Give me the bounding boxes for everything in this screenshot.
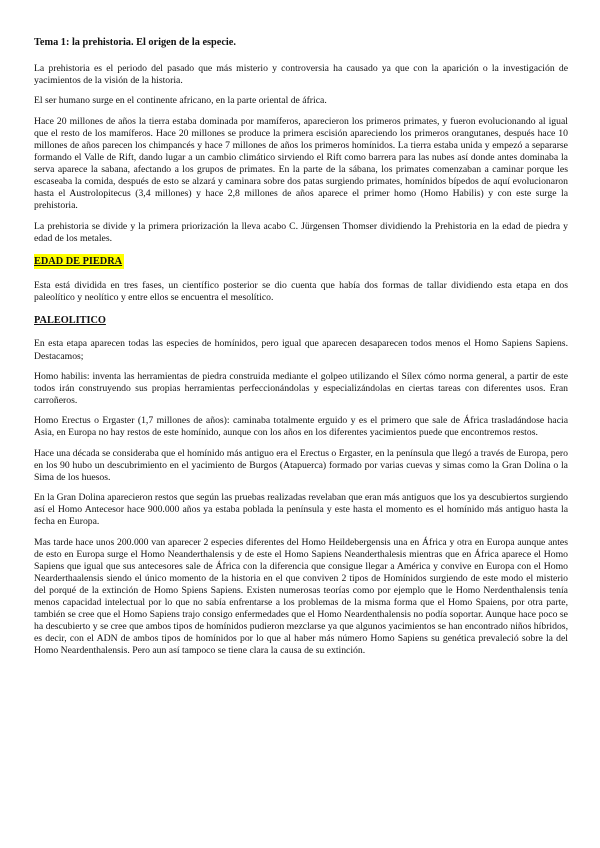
paleolitico-heading-block: [34, 312, 568, 335]
intro-paragraph-4: La prehistoria se divide y la primera priorización la lleva acabo C. Jürgensen Thomser dividiendo la Prehistoria en la edad de piedra y edad de los metales.: [34, 220, 568, 244]
paleolitico-paragraph-4: Hace una década se consideraba que el homínido más antiguo era el Erectus o Ergaster, en la península que llegó a través de Europa, pero en los 90 hubo un descubrimiento en el yacimiento de Burgos (Atapuerca) formado por varias cuevas y simas como la Gran Dolina o la Sima de los huesos.: [34, 447, 568, 483]
document-title: Tema 1: la prehistoria. El origen de la especie.: [34, 37, 236, 48]
intro-paragraph-2: El ser humano surge en el continente africano, en la parte oriental de áfrica.: [34, 95, 327, 107]
intro-paragraph-3: Hace 20 millones de años la tierra estaba dominada por mamíferos, aparecieron los primeros primates, y fueron evolucionando al igual que el resto de los mamíferos. Hace 20 millones se produce la primera escisión apareciendo los primeros orangutanes, después hace 10 millones de años parecen los chimpancés y hace 7 millones de años los primeros homínidos. La tierra estaba unida y empezó a separarse formando el Valle de Rift, dando lugar a un cambio climático sirviendo el Rift como barrera para las nubes así donde antes dominaba la serva aparece la sabana, afectando a los grupos de primates. En la parte de la sábana, los primates comenzaban a caminar porque les escaseaba la comida, después de esto se alzará y caminara sobre dos patas surgiendo primates, homínidos bípedos de aquí evolucionaron hasta el Austrolopitecus (3,4 millones) y hace 2,8 millones de años aparece el primer homo (Homo Habilis) y con este surge la prehistoria.: [34, 115, 568, 212]
edad-de-piedra-heading-block: [34, 253, 568, 277]
paleolitico-paragraph-5: En la Gran Dolina aparecieron restos que según las pruebas realizadas revelaban que eran más antiguos que los ya descubiertos surgiendo así el Homo Antecesor hace 900.000 años ya estaba poblada la península y este hasta el momento es el homínido más antiguo hasta la fecha en Europa.: [34, 492, 568, 528]
paleolitico-heading: PALEOLITICO: [34, 315, 106, 327]
edad-de-piedra-paragraph: Esta está dividida en tres fases, un científico posterior se dio cuenta que había dos formas de tallar dividiendo esta etapa en dos paleolítico y neolítico y entre ellos se encuentra el mesolítico.: [34, 280, 568, 304]
paleolitico-paragraph-3: Homo Erectus o Ergaster (1,7 millones de años): caminaba totalmente erguido y es el primero que sale de África trasladándose hacia Asia, en Europa no hay restos de este homínido, aunque con los años en los diferentes yacimientos puede que encontremos restos.: [34, 415, 568, 439]
intro-paragraph-1: La prehistoria es el periodo del pasado que más misterio y controversia ha causado ya que con la aparición o la investigación de yacimientos de la visión de la historia.: [34, 63, 568, 87]
paleolitico-paragraph-2: Homo habilis: inventa las herramientas de piedra construida mediante el golpeo utilizando el Sílex cómo norma general, a partir de este todos irán construyendo sus propias herramientas perfeccionándolas y especializándolas en ciertas tareas con diferentes usos. Eran carroñeros.: [34, 370, 568, 406]
paleolitico-paragraph-1: En esta etapa aparecen todas las especies de homínidos, pero igual que aparecen desaparecen todos menos el Homo Sapiens Sapiens. Destacamos;: [34, 338, 568, 362]
paleolitico-paragraph-6: Mas tarde hace unos 200.000 van aparecer 2 especies diferentes del Homo Heildebergensis una en África y otra en Europa aunque antes de esto en Europa surge el Homo Neanderthalensis y de este el Homo Sapiens Neanderthalesis mientras que en África aparece el Homo Sapiens que igual que sus antecesores sale de África con la diferencia que consigue llegar a América y convive en Europa con el Homo Nearderthaalensis siendo el único momento de la historia en el que conviven 2 tipos de Homínidos surgiendo de este modo el misterio del porqué de la extinción de Homo Spiens Sapiens. Existen numerosas teorías como por ejemplo que le Homo Nerdenthalensis tenía menos capacidad intelectual por lo que no sabía enfrentarse a los problemas de la misma forma que el Homo Spaiens, por otra parte, también se cree que el Homo Sapiens trajo consigo enfermedades que el Homo Neardenthalensis no podía soportar. Aunque hace poco se ha descubierto y se cree que ambos tipos de homínidos pudieron mezclarse ya que algunos yacimientos se han encontrado niños híbridos, es decir, con el ADN de ambos tipos de homínidos por lo que al haber más número Homo Sapiens su genética prevaleció sobre la del Homo Neardenthalensis. Pero aun así tampoco se tiene clara la causa de su extinción.: [34, 536, 568, 657]
edad-de-piedra-heading: EDAD DE PIEDRA: [34, 256, 123, 268]
